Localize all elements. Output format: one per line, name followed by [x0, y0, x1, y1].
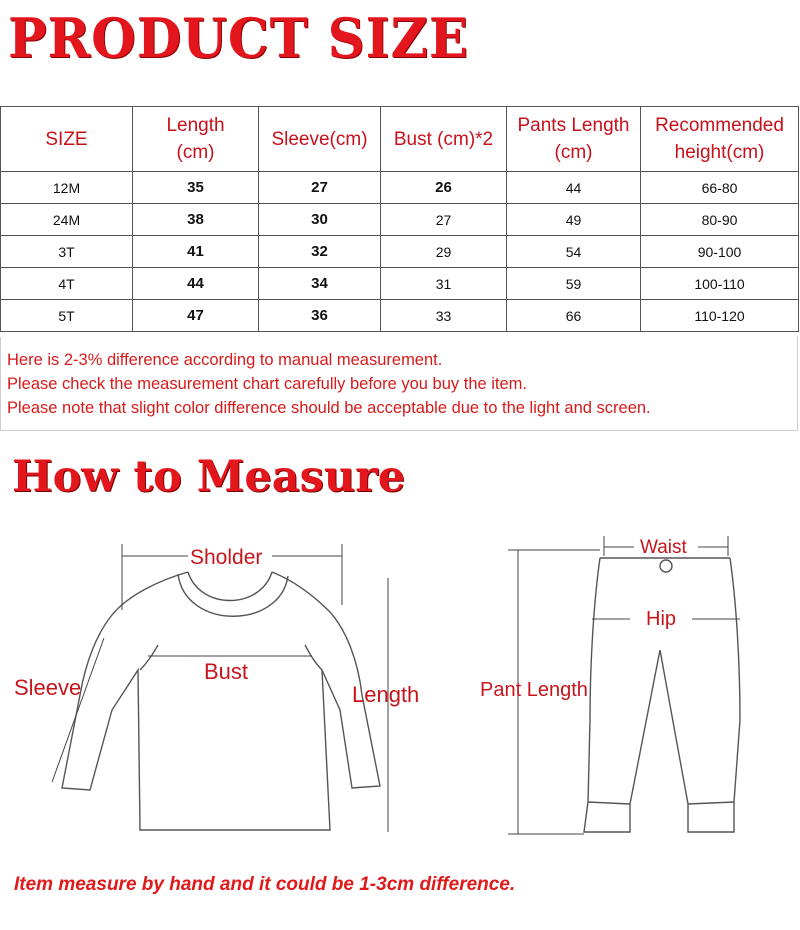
- table-cell: 47: [133, 300, 259, 332]
- table-cell: 5T: [1, 300, 133, 332]
- table-cell: 59: [507, 268, 641, 300]
- column-header: [259, 107, 381, 172]
- header-line: (cm): [176, 142, 215, 163]
- size-table: [0, 106, 799, 332]
- table-cell: 49: [507, 204, 641, 236]
- table-cell: 44: [507, 172, 641, 204]
- table-cell: 3T: [1, 236, 133, 268]
- table-header-row: [1, 107, 799, 172]
- table-row: [1, 172, 799, 204]
- table-cell: 32: [259, 236, 381, 268]
- shirt-illustration: [62, 572, 380, 830]
- header-line: Sleeve(cm): [271, 128, 368, 150]
- column-header: [507, 107, 641, 172]
- length-label: Length: [352, 682, 420, 707]
- header-line: Bust (cm)*2: [393, 128, 494, 150]
- table-row: [1, 268, 799, 300]
- waist-label: Waist: [640, 537, 687, 558]
- table-cell: 33: [381, 300, 507, 332]
- column-header: [641, 107, 799, 172]
- bust-label: Bust: [204, 659, 249, 684]
- header-line: SIZE: [45, 128, 88, 150]
- pants-illustration: [584, 558, 740, 832]
- table-cell: 34: [259, 268, 381, 300]
- column-header: [1, 107, 133, 172]
- sleeve-measure-line: [52, 638, 104, 782]
- table-row: [1, 236, 799, 268]
- table-cell: 29: [381, 236, 507, 268]
- notes-box: [0, 337, 798, 431]
- column-header: [381, 107, 507, 172]
- sholder-label: Sholder: [190, 546, 263, 569]
- table-cell: 30: [259, 204, 381, 236]
- header-line: Recommended: [655, 115, 784, 136]
- table-cell: 36: [259, 300, 381, 332]
- note-line: Here is 2-3% difference according to manual measurement.: [7, 351, 443, 369]
- table-cell: 38: [133, 204, 259, 236]
- table-cell: 31: [381, 268, 507, 300]
- table-cell: 4T: [1, 268, 133, 300]
- header-line: Length: [166, 115, 225, 136]
- table-cell: 41: [133, 236, 259, 268]
- table-cell: 12M: [1, 172, 133, 204]
- header-line: height(cm): [674, 142, 765, 163]
- measure-diagram: [0, 520, 800, 860]
- table-cell: 110-120: [641, 300, 799, 332]
- table-cell: 100-110: [641, 268, 799, 300]
- table-cell: 90-100: [641, 236, 799, 268]
- hip-label: Hip: [646, 608, 677, 630]
- table-cell: 80-90: [641, 204, 799, 236]
- table-body: [1, 172, 799, 332]
- table-cell: 35: [133, 172, 259, 204]
- how-to-measure-title: How to Measure: [12, 452, 406, 502]
- table-cell: 26: [381, 172, 507, 204]
- table-cell: 27: [381, 204, 507, 236]
- note-line: Please note that slight color difference should be acceptable due to the light and screen.: [7, 399, 651, 417]
- table-row: [1, 204, 799, 236]
- header-line: (cm): [554, 142, 593, 163]
- table-cell: 66-80: [641, 172, 799, 204]
- table-cell: 66: [507, 300, 641, 332]
- table-cell: 54: [507, 236, 641, 268]
- header-line: Pants Length: [517, 115, 630, 136]
- product-size-title: PRODUCT SIZE: [8, 6, 469, 70]
- table-cell: 24M: [1, 204, 133, 236]
- table-row: [1, 300, 799, 332]
- note-line: Please check the measurement chart carefully before you buy the item.: [7, 375, 528, 393]
- pant-length-label: Pant Length: [480, 679, 588, 701]
- table-cell: 27: [259, 172, 381, 204]
- footer-note: Item measure by hand and it could be 1-3cm difference.: [14, 874, 516, 895]
- table-cell: 44: [133, 268, 259, 300]
- column-header: [133, 107, 259, 172]
- sleeve-label: Sleeve: [14, 675, 82, 700]
